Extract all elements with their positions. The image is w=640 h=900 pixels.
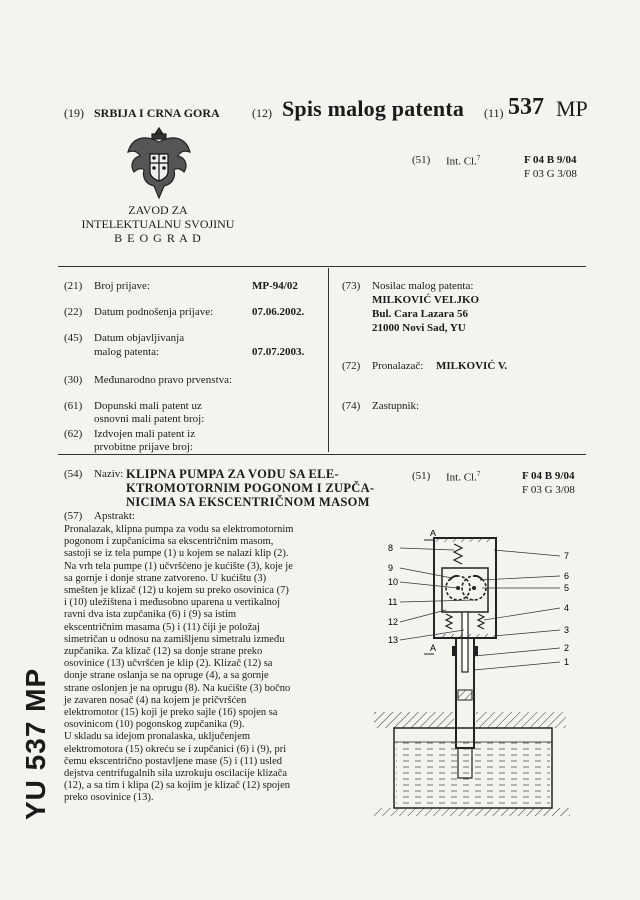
- abstract-line: zupčanika. Za klizač (12) sa donje strane preko: [64, 646, 263, 658]
- holder-city: 21000 Novi Sad, YU: [372, 322, 466, 334]
- figure-leader-right: [494, 550, 560, 556]
- abstract-line: sastoji se iz tela pumpe (1) u kojem se nalazi klip (2).: [64, 548, 289, 560]
- abstract-line: donje strane oslanja se na opruge (4), a sa gornje: [64, 670, 269, 682]
- abstract-line: U skladu sa idejom pronalaska, uključenjem: [64, 731, 251, 743]
- title-line-3: NICIMA SA EKSCENTRIČNOM MASOM: [126, 495, 370, 509]
- figure-leader-left: [400, 548, 454, 550]
- inid-code-30: (30): [64, 374, 83, 386]
- inid-code-74: (74): [342, 400, 361, 412]
- inid-code-11: (11): [484, 106, 504, 120]
- abstract-line: dejstva centrifugalnih sila uzrokuju oscilacije klizača: [64, 768, 288, 780]
- int-cl-label-bottom: Int. Cl.$^7$: [446, 470, 481, 484]
- abstract-line: strane oslonjen je na oprugu (8). Na kućište (3) bočno: [64, 682, 291, 694]
- int-cl-line-2-top: F 03 G 3/08: [524, 168, 577, 180]
- inid-code-45: (45): [64, 332, 83, 344]
- publication-date-label-2: malog patenta:: [94, 346, 160, 358]
- office-line-1: ZAVOD ZA: [128, 203, 188, 217]
- publication-date-label-1: Datum objavljivanja: [94, 332, 185, 344]
- figure-label-left: 12: [388, 617, 399, 627]
- abstract-line: čemu ekscentrično postavljene mase (5) i (11) usled: [64, 755, 282, 767]
- holder-street: Bul. Cara Lazara 56: [372, 308, 468, 320]
- abstract-line: Pronalazak, klipna pumpa za vodu sa elektromotornim: [64, 524, 294, 535]
- side-publication-code: YU 537 MP: [20, 667, 51, 820]
- abstract-line: sa gornje i donje strane zatvoreno. U kućištu (3): [64, 572, 267, 584]
- abstract-line: Na vrh tela pumpe (1) učvršćeno je kućište (3), koje je: [64, 560, 293, 572]
- inventor-label: Pronalazač:: [372, 360, 424, 372]
- rule-bottom: [58, 454, 586, 455]
- office-line-3: B E O G R A D: [114, 231, 202, 245]
- inid-code-51-bottom: (51): [412, 470, 431, 482]
- holder-label: Nosilac malog patenta:: [372, 280, 474, 292]
- abstract-line: smešten je klizač (12) u kojem su preko osovinica (7): [64, 585, 289, 597]
- holder-name: MILKOVIĆ VELJKO: [372, 294, 480, 306]
- inid-code-12: (12): [252, 106, 272, 120]
- figure-label-right: 6: [564, 571, 570, 581]
- figure-label-right: 3: [564, 625, 570, 635]
- inid-code-72: (72): [342, 360, 361, 372]
- int-cl-label-top: Int. Cl.$^7$: [446, 154, 481, 168]
- filing-date: 07.06.2002.: [252, 306, 305, 318]
- figure-label-right: 1: [564, 657, 570, 667]
- inid-code-73: (73): [342, 280, 361, 292]
- int-cl-line-2-bottom: F 03 G 3/08: [522, 484, 575, 496]
- application-number: MP-94/02: [252, 280, 298, 292]
- figure-label-left: 9: [388, 563, 394, 573]
- patent-number: 537: [508, 94, 544, 120]
- inid-code-21: (21): [64, 280, 83, 292]
- representative-label: Zastupnik:: [372, 400, 420, 412]
- abstract-line: elektromotora (15) okreću se i zupčanici (6) i (9), pri: [64, 743, 287, 755]
- title-line-2: KTROMOTORNIM POGONOM I ZUPČA-: [126, 481, 375, 495]
- inid-code-51-top: (51): [412, 154, 431, 166]
- int-cl-line-1-top: F 04 B 9/04: [524, 154, 577, 166]
- figure-leader-left: [400, 568, 452, 578]
- abstract-line: preko osovinice (13).: [64, 792, 154, 804]
- figure-leader-right: [474, 662, 560, 670]
- publication-date: 07.07.2003.: [252, 346, 305, 358]
- int-cl-line-1-bottom: F 04 B 9/04: [522, 470, 575, 482]
- abstract-line: ravni dva ista zupčanika (6) i (9) sa istim: [64, 609, 237, 621]
- application-number-label: Broj prijave:: [94, 280, 150, 292]
- title-label: Naziv:: [94, 468, 124, 480]
- pump-drawing: [354, 530, 604, 830]
- abstract-line: simetričan u odnosu na zamišljenu simetralu između: [64, 633, 285, 645]
- rule-top: [58, 266, 586, 267]
- inid-code-22: (22): [64, 306, 83, 318]
- figure-leader-right: [494, 630, 560, 636]
- document-title: Spis malog patenta: [282, 96, 465, 121]
- division-label-1: Izdvojen mali patent iz: [94, 428, 196, 440]
- abstract-line: (12), a sa tim i klipa (2) sa kojim je klizač (12) spojen: [64, 780, 290, 792]
- figure-label-left: 13: [388, 635, 399, 645]
- abstract-line: elektromotor (15) koji je preko sajle (16) spojen sa: [64, 707, 278, 719]
- country-name: SRBIJA I CRNA GORA: [94, 106, 220, 120]
- figure-label-right: 5: [564, 583, 570, 593]
- filing-date-label: Datum podnošenja prijave:: [94, 306, 214, 318]
- addition-label-2: osnovni mali patent broj:: [94, 413, 205, 425]
- figure-label-left: 11: [388, 597, 398, 607]
- office-line-2: INTELEKTUALNU SVOJINU: [81, 217, 235, 231]
- abstract-line: osovinice (13) učvršćen je klip (2). Klizač (12) sa: [64, 658, 273, 670]
- abstract-label: Apstrakt:: [94, 510, 135, 522]
- title-line-1: KLIPNA PUMPA ZA VODU SA ELE-: [126, 467, 339, 481]
- figure-label-right: 7: [564, 551, 570, 561]
- figure-leader-right: [474, 648, 560, 656]
- section-mark-bottom: A: [430, 643, 437, 653]
- figure-label-left: 8: [388, 543, 394, 553]
- inid-code-57: (57): [64, 510, 83, 522]
- figure-leader-left: [400, 582, 458, 588]
- division-label-2: prvobitne prijave broj:: [94, 441, 193, 453]
- abstract-line: osovinicom (10) pogonskog zupčanika (9).: [64, 719, 245, 731]
- inid-code-54: (54): [64, 468, 83, 480]
- section-mark-top: A: [430, 530, 437, 538]
- figure-leader-left: [400, 600, 474, 602]
- figure-leader-right: [480, 576, 560, 580]
- patent-kind: MP: [556, 96, 588, 121]
- rule-vertical: [328, 268, 329, 452]
- figure-leader-left: [400, 610, 446, 622]
- abstract-text: [64, 524, 324, 805]
- abstract-line: i (10) uležištena i međusobno uparena u vertikalnoj: [64, 597, 281, 609]
- coat-of-arms-icon: [124, 124, 194, 202]
- addition-label-1: Dopunski mali patent uz: [94, 400, 202, 412]
- inventor-name: MILKOVIĆ V.: [436, 360, 508, 372]
- figure-label-left: 10: [388, 577, 399, 587]
- abstract-line: pogonom i zupčanicima sa ekscentričnim masom,: [64, 536, 274, 548]
- abstract-line: ekscentričnim masama (5) i (11) čiji je položaj: [64, 621, 260, 633]
- figure-label-right: 4: [564, 603, 570, 613]
- inid-code-19: (19): [64, 106, 84, 120]
- priority-label: Međunarodno pravo prvenstva:: [94, 374, 233, 386]
- inid-code-61: (61): [64, 400, 83, 412]
- inid-code-62: (62): [64, 428, 83, 440]
- abstract-line: je zavaren nosač (4) na kojem je pričvršćen: [64, 694, 247, 706]
- figure-label-right: 2: [564, 643, 570, 653]
